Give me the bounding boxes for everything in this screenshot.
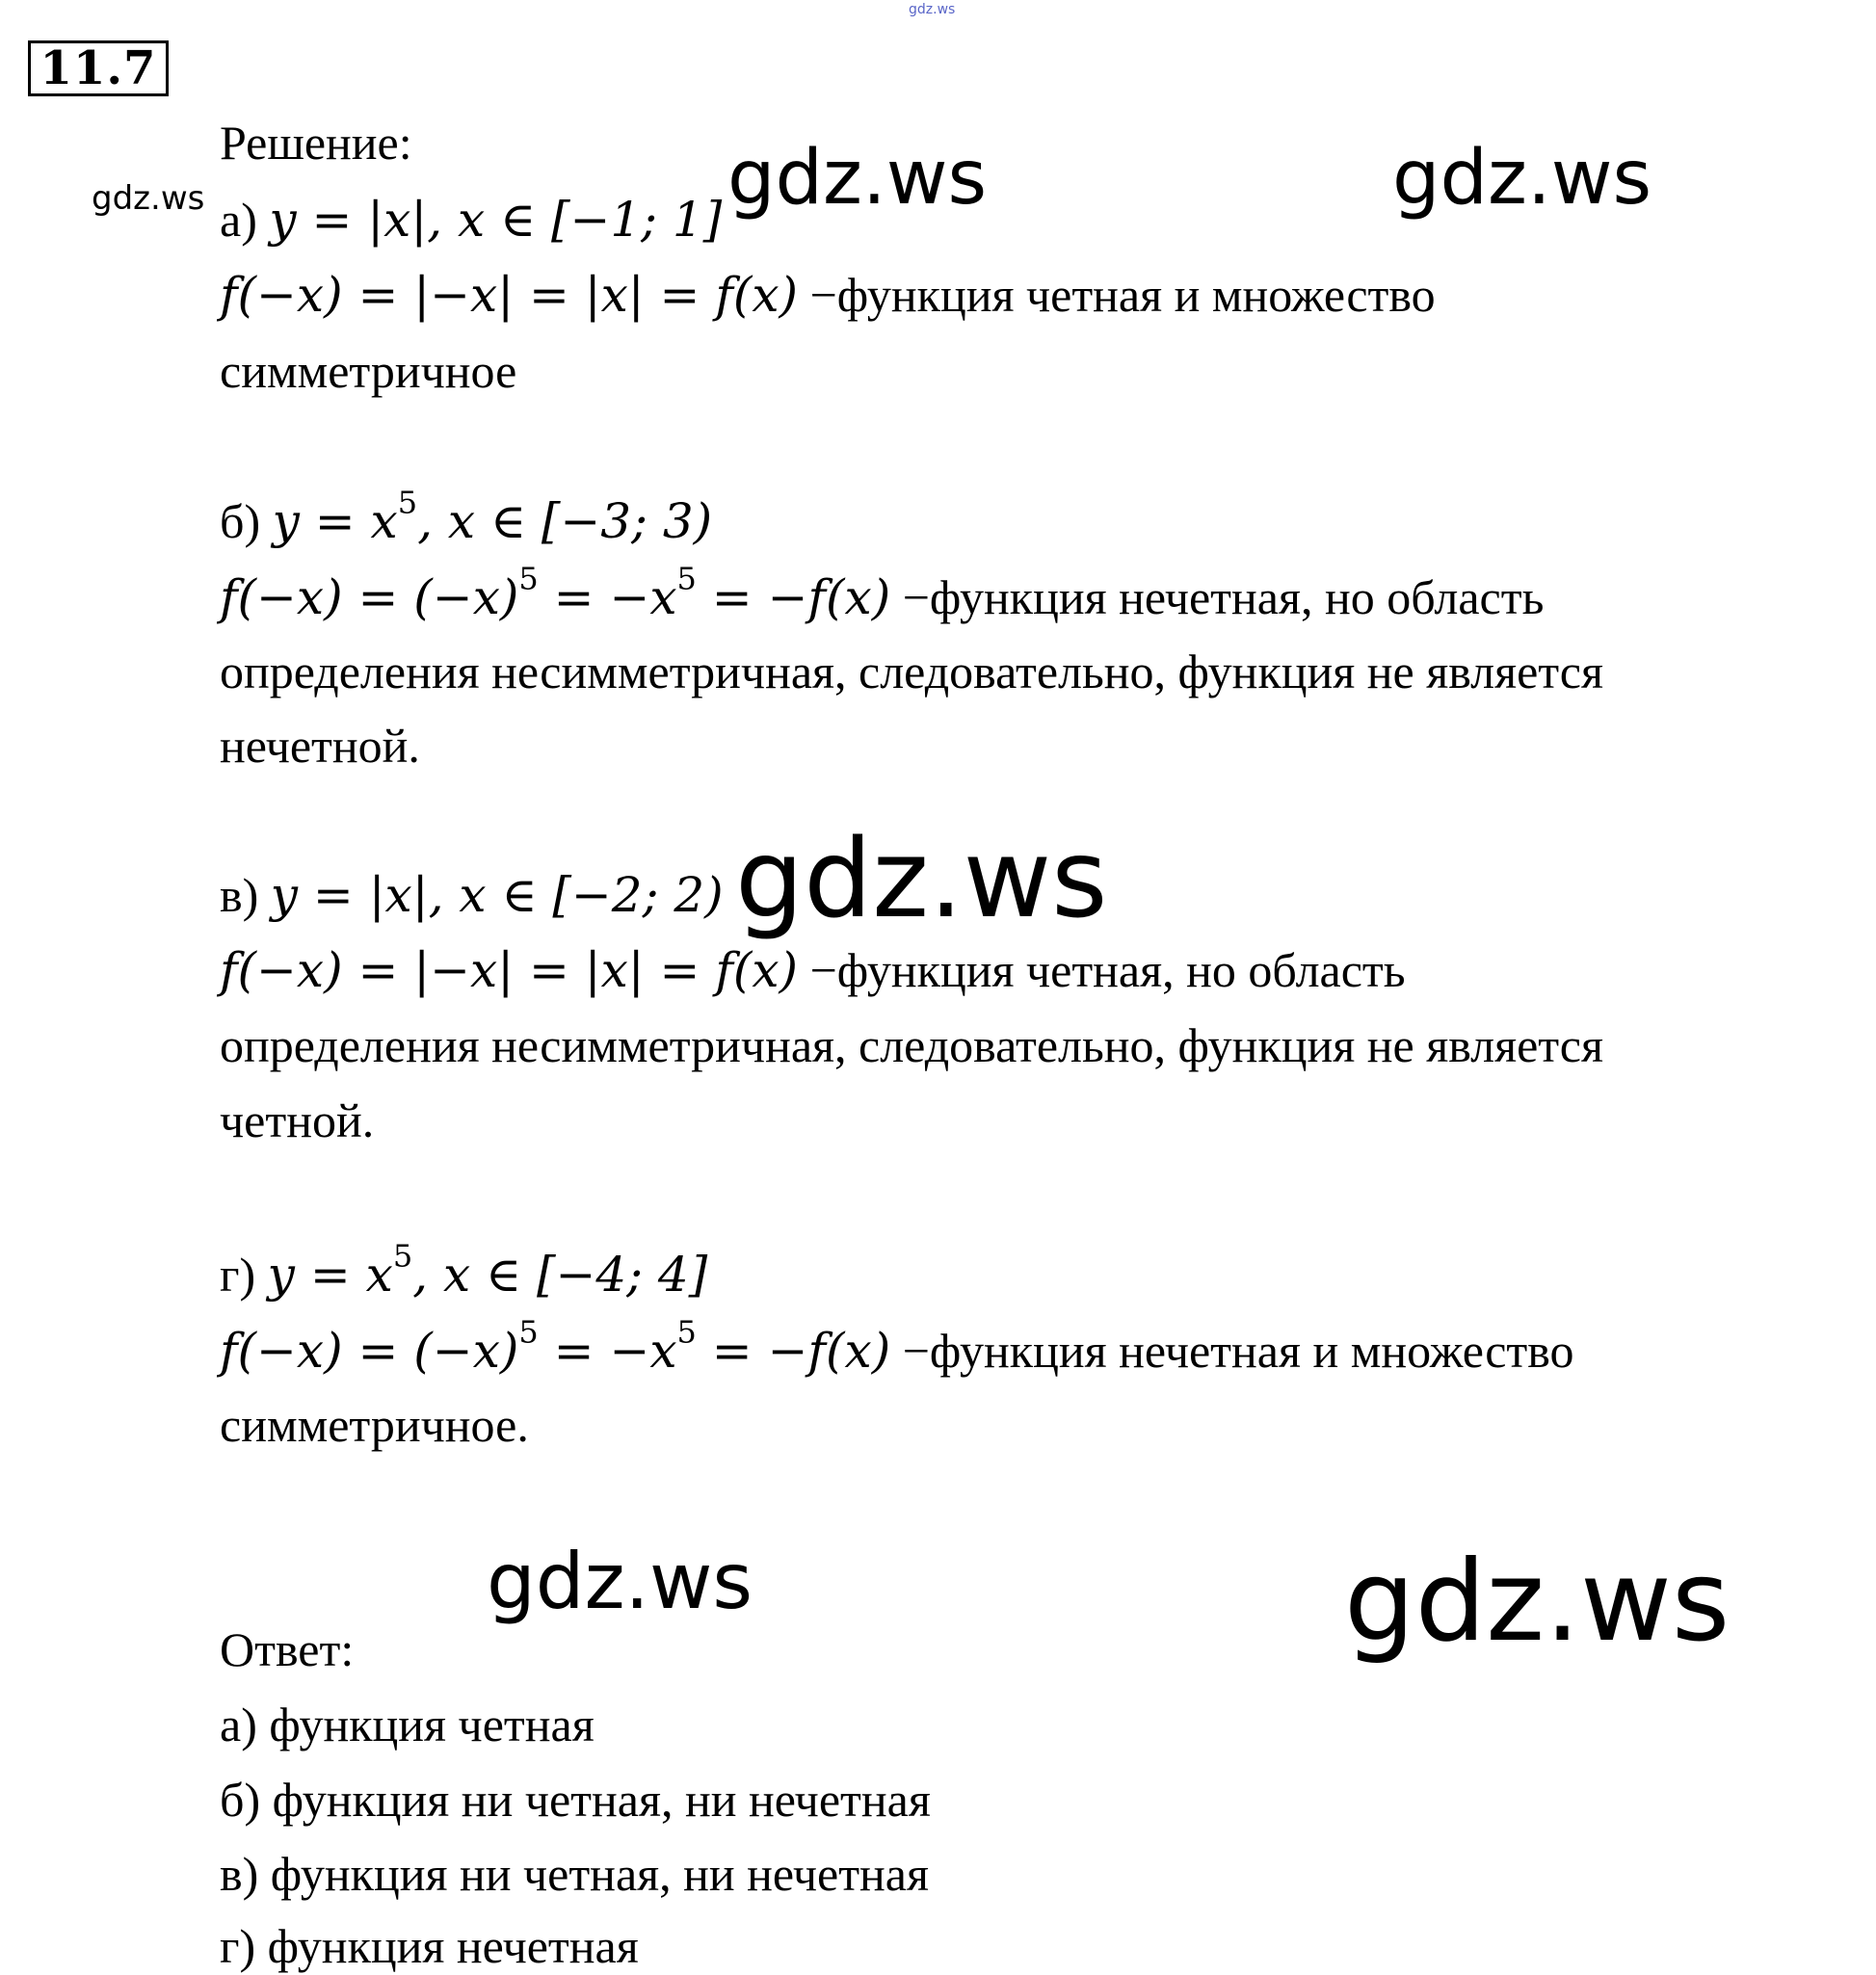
part-a-parity: f(−x) = |−x| = |x| = f(x) xyxy=(220,267,799,323)
part-b-conclusion-2: определения несимметричная, следовательно, функция не является xyxy=(220,645,1603,698)
part-d-parity-b: = −x xyxy=(538,1323,677,1379)
part-c-conclusion-1: −функция четная, но область xyxy=(809,943,1406,997)
part-c-parity: f(−x) = |−x| = |x| = f(x) xyxy=(220,942,799,998)
part-b-exp-2: 5 xyxy=(676,560,697,597)
part-b-exp-1: 5 xyxy=(518,560,539,597)
answer-d: г) функция нечетная xyxy=(220,1919,639,1973)
part-a-statement: а) y = |x|, x ∈ [−1; 1] xyxy=(220,192,723,248)
watermark-5: gdz.ws xyxy=(1344,1537,1731,1667)
part-c-domain: x ∈ [−2; 2) xyxy=(459,867,724,923)
part-b-parity-a: f(−x) = (−x) xyxy=(220,569,519,625)
part-d-statement: г) $y = x^5$, x ∈ [−4; 4] xyxy=(220,1237,708,1303)
solution-label: Решение: xyxy=(220,116,412,170)
part-d-domain: x ∈ [−4; 4] xyxy=(442,1247,708,1303)
part-c-parity-line xyxy=(220,941,1406,999)
part-a-parity-line xyxy=(220,266,1436,324)
part-a-domain: x ∈ [−1; 1] xyxy=(457,192,723,248)
part-a-conclusion-1: −функция четная и множество xyxy=(809,268,1436,322)
answer-label: Ответ: xyxy=(220,1622,355,1676)
part-b-parity-b: = −x xyxy=(538,569,677,625)
part-d-conclusion-1: −функция нечетная и множество xyxy=(902,1324,1574,1378)
part-c-conclusion-2: определения несимметричная, следовательно, функция не является xyxy=(220,1018,1603,1072)
part-c-statement: в) y = |x|, x ∈ [−2; 2) xyxy=(220,867,724,923)
part-d-function: y = x xyxy=(267,1247,393,1303)
part-c-label: в) xyxy=(220,868,259,922)
part-b-exponent: 5 xyxy=(397,484,418,521)
part-d-exponent: 5 xyxy=(392,1237,413,1275)
watermark-top: gdz.ws xyxy=(909,2,956,17)
part-d-parity-c: = −f(x) xyxy=(696,1323,891,1379)
part-b-function: y = x xyxy=(272,493,398,549)
part-b-conclusion-1: −функция нечетная, но область xyxy=(902,570,1545,624)
part-a-conclusion-2: симметричное xyxy=(220,344,517,398)
watermark-3: gdz.ws xyxy=(735,817,1108,942)
part-b-statement: б) $y = x^5$, x ∈ [−3; 3) xyxy=(220,484,713,549)
part-a-label: а) xyxy=(220,193,257,247)
part-d-conclusion-2: симметричное. xyxy=(220,1398,529,1452)
answer-c: в) функция ни четная, ни нечетная xyxy=(220,1847,929,1901)
part-b-conclusion-3: нечетной. xyxy=(220,719,420,773)
part-b-domain: x ∈ [−3; 3) xyxy=(447,493,713,549)
part-d-parity-a: f(−x) = (−x) xyxy=(220,1323,519,1379)
part-d-parity-line xyxy=(220,1313,1574,1380)
part-a-function: y = |x| xyxy=(269,192,428,248)
answer-b: б) функция ни четная, ни нечетная xyxy=(220,1773,931,1827)
part-b-parity-line xyxy=(220,560,1545,626)
part-c-function: y = |x| xyxy=(270,867,429,923)
part-c-conclusion-3: четной. xyxy=(220,1093,375,1147)
part-d-label: г) xyxy=(220,1248,256,1302)
part-d-exp-2: 5 xyxy=(676,1313,697,1351)
part-b-parity-c: = −f(x) xyxy=(696,569,891,625)
problem-number: 11.7 xyxy=(28,40,169,96)
watermark-2: gdz.ws xyxy=(1392,135,1652,222)
watermark-small-left: gdz.ws xyxy=(92,179,205,218)
watermark-1: gdz.ws xyxy=(727,135,988,222)
answer-a: а) функция четная xyxy=(220,1698,595,1751)
part-b-label: б) xyxy=(220,494,261,548)
watermark-4: gdz.ws xyxy=(487,1537,753,1626)
part-d-exp-1: 5 xyxy=(518,1313,539,1351)
